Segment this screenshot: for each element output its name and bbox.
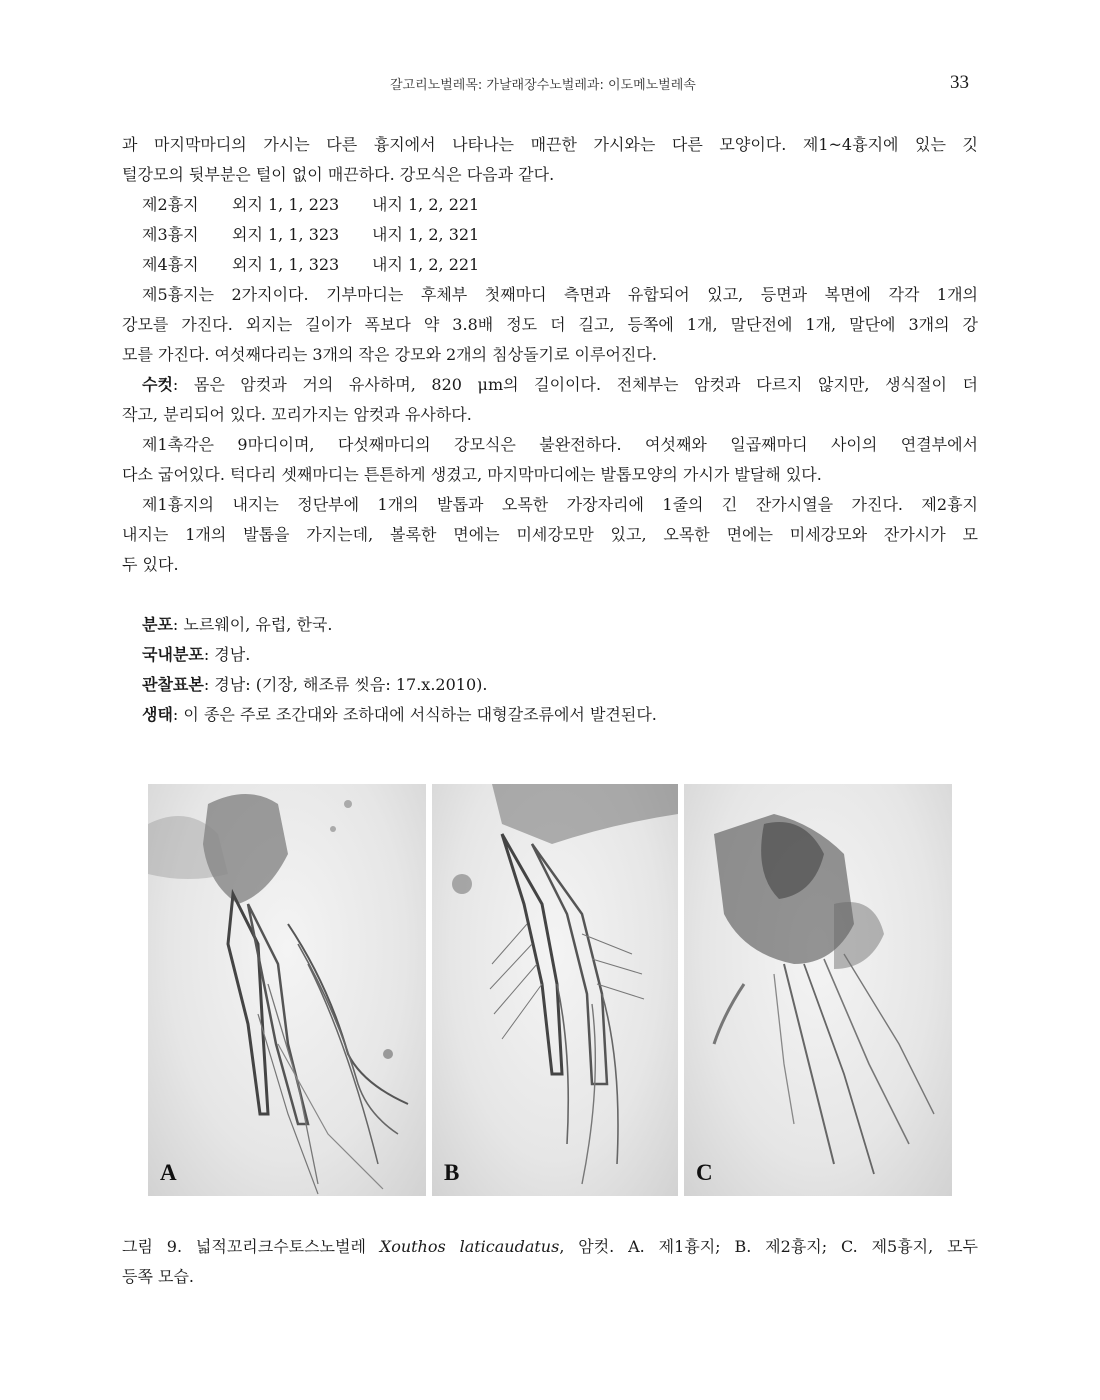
paragraph-line: 과 마지막마디의 가시는 다른 흉지에서 나타나는 매끈한 가시와는 다른 모양이다. 제1~4흉지에 있는 깃 [122,135,978,154]
setal-formula-row [122,190,978,220]
running-title: 갈고리노벌레목: 가날래장수노벌레과: 이도메노벌레속 [390,78,696,93]
caption-species: Xouthos laticaudatus [379,1237,560,1256]
paragraph-line [122,370,978,400]
distribution-label: 분포 [142,615,173,634]
ecology-label: 생태 [142,705,173,724]
figure-panel-b [432,784,678,1196]
formula-leg: 제3흉지 [142,225,199,244]
ecology-value: : 이 종은 주로 조간대와 조하대에 서식하는 대형갈조류에서 발견된다. [172,705,657,724]
caption-line: 등쪽 모습. [122,1267,194,1286]
figure-panel-c [684,784,952,1196]
figure-caption [122,1232,978,1292]
paragraph-line: 제1흉지의 내지는 정단부에 1개의 발톱과 오목한 가장자리에 1줄의 긴 잔가시열을 가진다. 제2흉지 [142,495,978,514]
paragraph-line: 다소 굽어있다. 턱다리 셋째마디는 튼튼하게 생겼고, 마지막마디에는 발톱모양의 가시가 발달해 있다. [122,465,822,484]
paragraph-line: 모를 가진다. 여섯째다리는 3개의 작은 강모와 2개의 침상돌기로 이루어진다. [122,345,657,364]
formula-leg: 제4흉지 [142,255,199,274]
caption-line [122,1232,978,1262]
formula-exopod: 외지 1, 1, 323 [232,225,340,244]
formula-exopod: 외지 1, 1, 323 [232,255,340,274]
formula-leg: 제2흉지 [142,195,199,214]
body-text [122,130,978,730]
domestic-value: : 경남. [203,645,251,664]
figure-9 [148,784,952,1196]
panel-label-b: B [444,1160,460,1185]
paragraph-line: 내지는 1개의 발톱을 가지는데, 볼록한 면에는 미세강모만 있고, 오목한 면에는 미세강모와 잔가시가 모 [122,525,978,544]
setal-formula-row [122,250,978,280]
domestic-distribution [122,640,978,670]
formula-endopod: 내지 1, 2, 221 [372,255,480,274]
panel-label-a: A [160,1160,177,1185]
distribution [122,610,978,640]
figure-panel-a [148,784,426,1196]
male-heading: 수컷 [142,375,173,394]
setal-formula-row [122,220,978,250]
specimen-label: 관찰표본 [142,675,204,694]
material-examined [122,670,978,700]
domestic-label: 국내분포 [142,645,204,664]
paragraph-line: 강모를 가진다. 외지는 길이가 폭보다 약 3.8배 정도 더 길고, 등쪽에 1개, 말단전에 1개, 말단에 3개의 강 [122,315,978,334]
male-description: : 몸은 암컷과 거의 유사하며, 820 μm의 길이이다. 전체부는 암컷과 다르지 않지만, 생식절이 더 [172,375,978,394]
spacer [122,580,978,610]
formula-exopod: 외지 1, 1, 223 [232,195,340,214]
paragraph-line: 털강모의 뒷부분은 털이 없이 매끈하다. 강모식은 다음과 같다. [122,165,555,184]
paragraph-line: 작고, 분리되어 있다. 꼬리가지는 암컷과 유사하다. [122,405,472,424]
micrograph-b [432,784,678,1196]
paragraph-line: 두 있다. [122,555,179,574]
specimen-value: : 경남: (기장, 해조류 씻음: 17.x.2010). [203,675,488,694]
caption-rest: , 암컷. A. 제1흉지; B. 제2흉지; C. 제5흉지, 모두 [559,1237,978,1256]
paragraph-line: 제1촉각은 9마디이며, 다섯째마디의 강모식은 불완전하다. 여섯째와 일곱째마디 사이의 연결부에서 [142,435,978,454]
panel-label-c: C [696,1160,713,1185]
caption-prefix: 그림 9. 넓적꼬리크수토스노벌레 [122,1237,380,1256]
page-number: 33 [950,72,969,93]
ecology [122,700,978,730]
micrograph-c [684,784,952,1196]
micrograph-a [148,784,426,1196]
paragraph-line: 제5흉지는 2가지이다. 기부마디는 후체부 첫째마디 측면과 유합되어 있고, 등면과 복면에 각각 1개의 [142,285,978,304]
formula-endopod: 내지 1, 2, 221 [372,195,480,214]
distribution-value: : 노르웨이, 유럽, 한국. [172,615,333,634]
formula-endopod: 내지 1, 2, 321 [372,225,480,244]
